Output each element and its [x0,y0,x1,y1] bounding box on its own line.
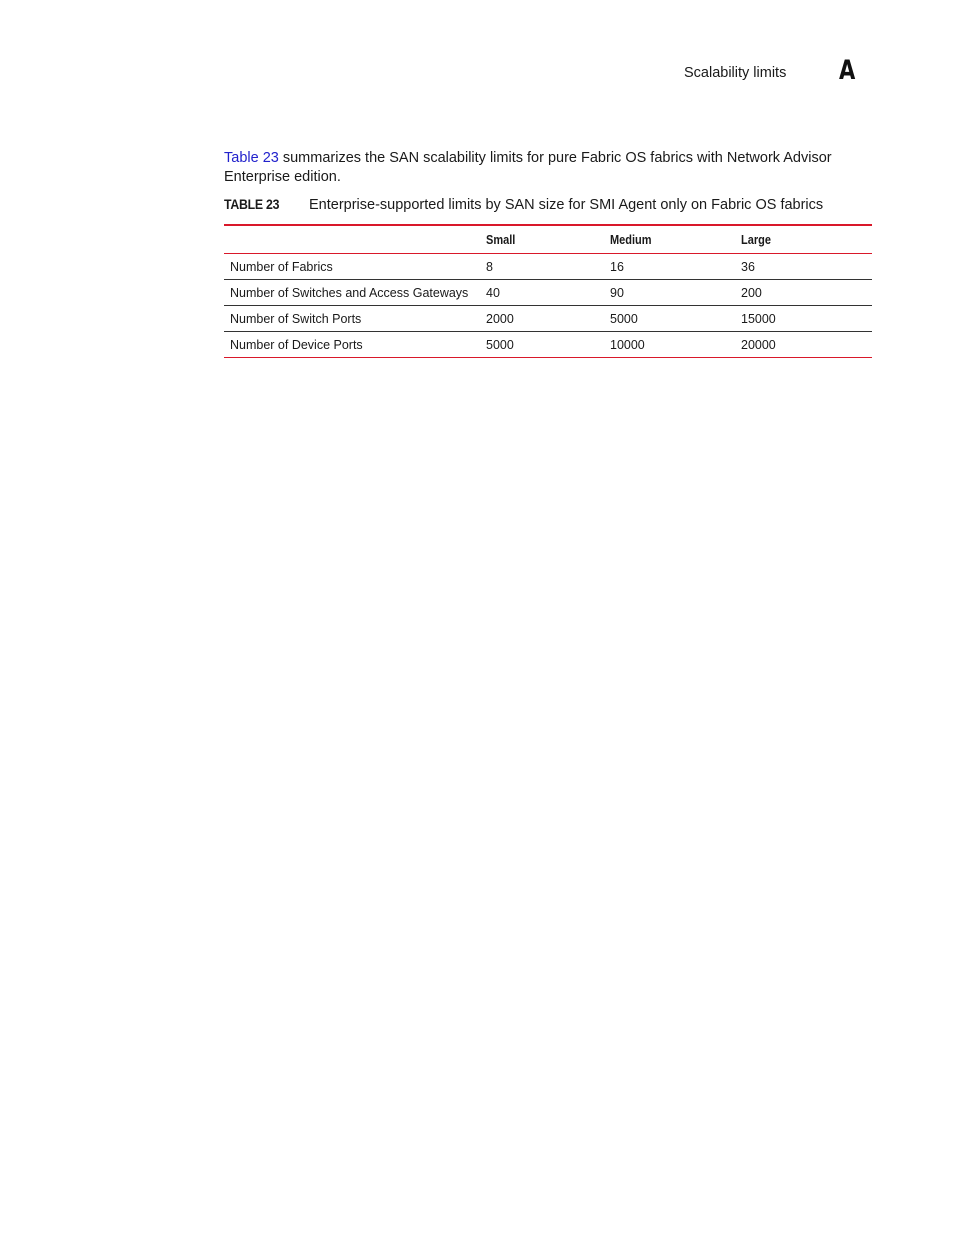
cell-medium: 90 [610,285,624,300]
table-header-row [224,225,872,254]
intro-paragraph [224,149,874,188]
row-label: Number of Switches and Access Gateways [230,285,469,300]
cell-medium: 5000 [610,311,638,326]
cell-large: 20000 [741,337,776,352]
column-header-medium: Medium [610,232,652,247]
row-label: Number of Switch Ports [230,311,362,326]
row-label: Number of Fabrics [230,259,333,274]
intro-text: summarizes the SAN scalability limits for pure Fabric OS fabrics with Network Advisor Enterprise edition. [224,149,832,185]
column-header-small: Small [486,232,516,247]
row-label: Number of Device Ports [230,337,363,352]
table-caption [224,196,874,213]
limits-table [224,224,872,358]
cell-small: 8 [486,259,493,274]
table-caption-label: TABLE 23 [224,196,280,212]
table-row [224,306,872,332]
table-row [224,280,872,306]
cell-large: 36 [741,259,755,274]
table-caption-title: Enterprise-supported limits by SAN size for SMI Agent only on Fabric OS fabrics [309,197,824,213]
cell-small: 2000 [486,311,514,326]
cell-small: 5000 [486,337,514,352]
cell-large: 15000 [741,311,776,326]
table-row [224,332,872,358]
cell-large: 200 [741,285,762,300]
cell-medium: 16 [610,259,624,274]
cell-medium: 10000 [610,337,645,352]
column-header [224,225,480,254]
appendix-letter: A [839,55,856,86]
column-header-large: Large [741,232,771,247]
table-row [224,254,872,280]
running-head: Scalability limits [684,65,787,81]
cell-small: 40 [486,285,500,300]
table-xref-link[interactable]: Table 23 [224,149,279,166]
